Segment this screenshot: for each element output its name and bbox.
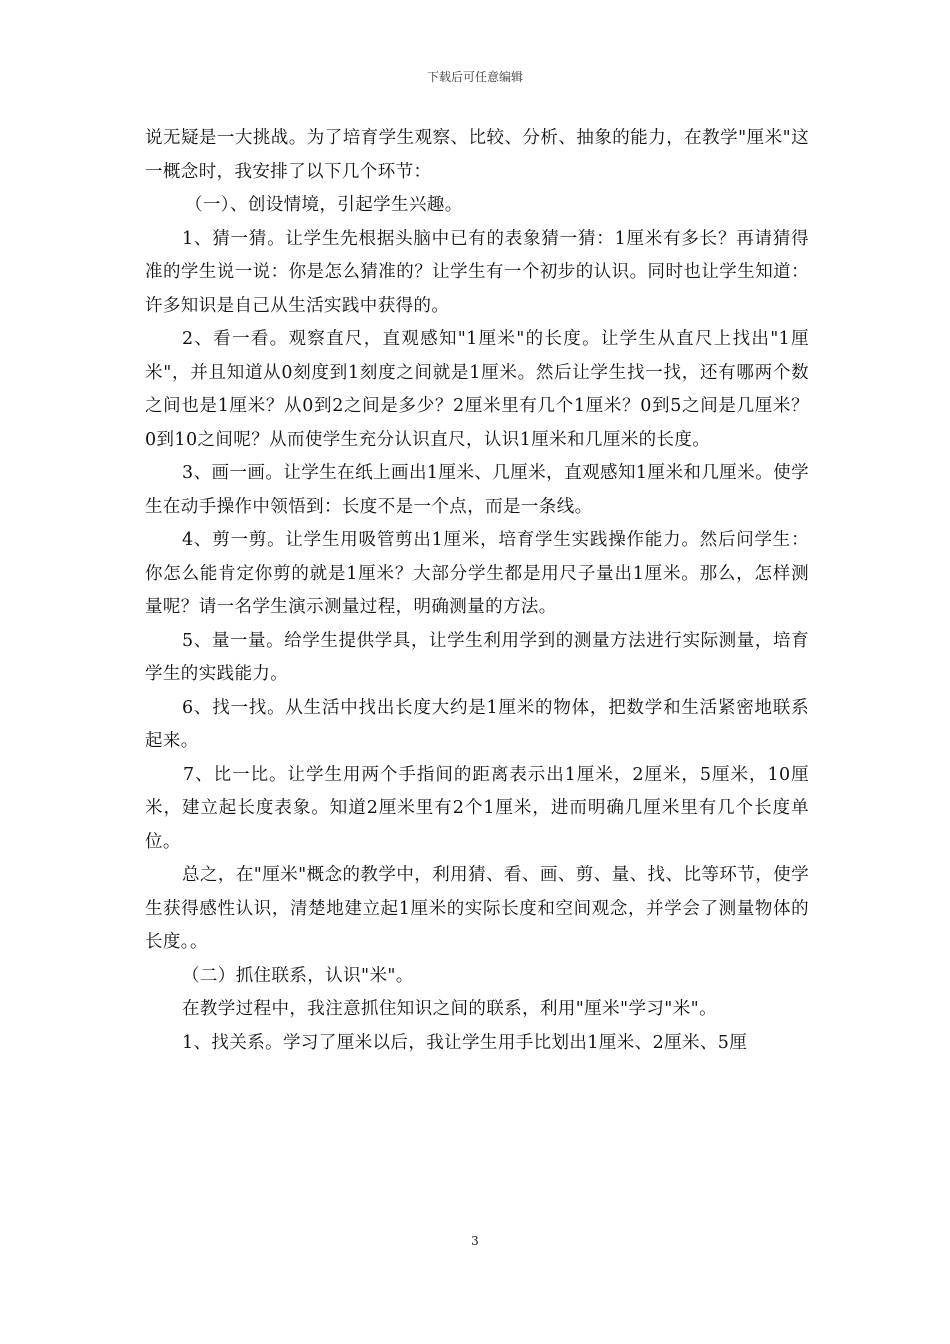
section-heading-2: （二）抓住联系，认识"米"。	[182, 965, 414, 986]
paragraph-compare: 7、比一比。让学生用两个手指间的距离表示出1厘米，2厘米，5厘米，10厘米，建立起长度表象。知道2厘米里有2个1厘米，进而明确几厘米里有几个长度单位。	[145, 764, 809, 852]
paragraph-continuation: 说无疑是一大挑战。为了培育学生观察、比较、分析、抽象的能力，在教学"厘米"这一概念时，我安排了以下几个环节：	[145, 128, 809, 182]
paragraph-cut: 4、剪一剪。让学生用吸管剪出1厘米，培育学生实践操作能力。然后问学生：你怎么能肯定你剪的就是1厘米？大部分学生都是用尺子量出1厘米。那么，怎样测量呢？请一名学生演示测量过程，明确测量的方法。	[145, 530, 809, 617]
paragraph-measure: 5、量一量。给学生提供学具，让学生利用学到的测量方法进行实际测量，培育学生的实践能力。	[145, 630, 809, 684]
section-heading-1: （一）、创设情境，引起学生兴趣。	[185, 195, 463, 215]
page-header: 下载后可任意编辑	[426, 70, 523, 84]
paragraph-find: 6、找一找。从生活中找出长度大约是1厘米的物体，把数学和生活紧密地联系起来。	[145, 697, 809, 751]
paragraph-find-relation: 1、找关系。学习了厘米以后，我让学生用手比划出1厘米、2厘米、5厘	[182, 1032, 748, 1053]
paragraph-guess: 1、猜一猜。让学生先根据头脑中已有的表象猜一猜：1厘米有多长？再请猜得准的学生说一说：你是怎么猜准的？让学生有一个初步的认识。同时也让学生知道：许多知识是自己从生活实践中获得的。	[145, 228, 809, 316]
page-number: 3	[471, 1234, 479, 1248]
paragraph-look: 2、看一看。观察直尺，直观感知"1厘米"的长度。让学生从直尺上找出"1厘米"，并且知道从0刻度到1刻度之间就是1厘米。然后让学生找一找，还有哪两个数之间也是1厘米？从0到2之间是多少？2厘米里有几个1厘米？0到5之间是几厘米？0到10之间呢？从而使学生充分认识直尺，认识1厘米和几厘米的长度。	[145, 329, 809, 450]
paragraph-meter-intro: 在教学过程中，我注意抓住知识之间的联系，利用"厘米"学习"米"。	[182, 999, 717, 1019]
paragraph-summary: 总之，在"厘米"概念的教学中，利用猜、看、画、剪、量、找、比等环节，使学生获得感性认识，清楚地建立起1厘米的实际长度和空间观念，并学会了测量物体的长度。。	[145, 865, 809, 952]
document-body	[145, 122, 809, 1060]
paragraph-draw: 3、画一画。让学生在纸上画出1厘米、几厘米，直观感知1厘米和几厘米。使学生在动手操作中领悟到：长度不是一个点，而是一条线。	[145, 463, 809, 517]
